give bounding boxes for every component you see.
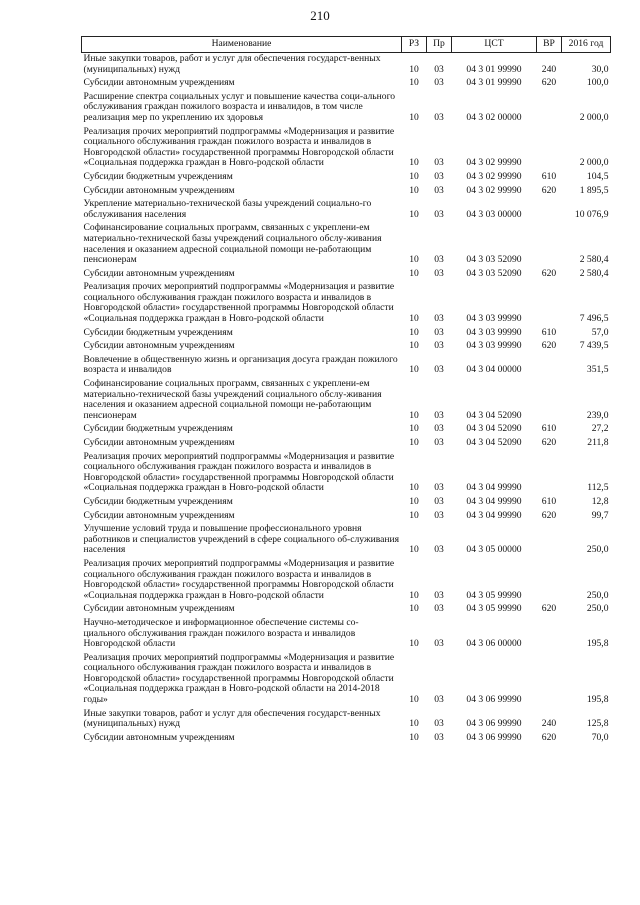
row-cst-cell: 04 3 02 99990 xyxy=(466,157,522,169)
row-amount-cell: 1 895,5 xyxy=(579,184,609,196)
row-amount-cell: 10 076,9 xyxy=(574,208,609,220)
row-amount-cell: 239,0 xyxy=(586,409,609,421)
column-header-name: Наименование xyxy=(82,37,402,53)
row-pr-cell: 03 xyxy=(434,326,444,338)
row-vr-cell xyxy=(537,91,562,126)
row-pr-cell: 03 xyxy=(434,544,444,556)
row-amount-cell: 27,2 xyxy=(591,423,609,435)
row-name-cell: Реализация прочих мероприятий подпрограммы «Модернизация и развитие социального обслуживания граждан пожилого возраста и инвалидов в Новгородской области» государственной программы Новгородской области «Социальная поддержка граждан в Новго-родской области xyxy=(83,125,395,169)
row-name-cell: Субсидии автономным учреждениям xyxy=(83,509,235,521)
row-pr-cell: 03 xyxy=(434,254,444,266)
row-amount-cell: 211,8 xyxy=(587,437,609,448)
row-cst-cell: 04 3 02 99990 xyxy=(466,184,522,196)
table-row xyxy=(82,268,611,282)
row-cst-cell: 04 3 01 99990 xyxy=(466,77,522,89)
table-row xyxy=(82,603,611,617)
table-row xyxy=(82,558,611,603)
row-amount-cell: 2 000,0 xyxy=(579,157,609,169)
row-vr-cell: 620 xyxy=(541,731,557,743)
row-pr-cell: 03 xyxy=(434,208,444,220)
row-vr-cell: 620 xyxy=(541,509,557,521)
row-rz-cell: 10 xyxy=(409,340,419,352)
row-rz-cell: 10 xyxy=(409,731,419,743)
row-name-cell: Научно-методическое и информационное обеспечение системы со-циального обслуживания граждан пожилого возраста и инвалидов Новгородской области xyxy=(83,616,359,650)
row-name-cell: Иные закупки товаров, работ и услуг для обеспечения государст-венных (муниципальных) нужд xyxy=(83,53,381,75)
row-pr-cell: 03 xyxy=(434,718,444,730)
row-vr-cell: 620 xyxy=(541,603,557,615)
row-cst-cell: 04 3 05 99990 xyxy=(466,589,522,601)
table-row xyxy=(82,423,611,437)
row-rz-cell: 10 xyxy=(409,364,419,376)
row-pr-cell: 03 xyxy=(434,589,444,601)
row-rz-cell: 10 xyxy=(409,482,419,494)
row-amount-cell: 7 496,5 xyxy=(579,313,609,325)
table-row xyxy=(82,708,611,732)
row-pr-cell: 03 xyxy=(434,409,444,421)
column-header-pr: Пр xyxy=(427,37,452,53)
row-rz-cell: 10 xyxy=(409,184,419,196)
row-cst-cell: 04 3 04 99990 xyxy=(466,509,522,521)
row-vr-cell xyxy=(537,126,562,171)
row-vr-cell: 620 xyxy=(541,437,557,448)
row-amount-cell: 351,5 xyxy=(586,364,609,376)
row-vr-cell: 240 xyxy=(541,718,557,730)
row-pr-cell: 03 xyxy=(434,495,444,507)
row-cst-cell: 04 3 03 00000 xyxy=(466,208,522,220)
row-pr-cell: 03 xyxy=(434,170,444,182)
row-rz-cell: 10 xyxy=(409,157,419,169)
row-name-cell: Вовлечение в общественную жизнь и организация досуга граждан пожилого возраста и инвалидов xyxy=(83,353,398,376)
row-amount-cell: 99,7 xyxy=(591,509,609,521)
row-amount-cell: 7 439,5 xyxy=(579,340,609,352)
row-amount-cell: 195,8 xyxy=(586,638,609,650)
row-rz-cell: 10 xyxy=(409,544,419,556)
row-cst-cell: 04 3 02 99990 xyxy=(466,170,522,182)
row-pr-cell: 03 xyxy=(434,509,444,521)
row-vr-cell xyxy=(537,281,562,326)
row-vr-cell: 620 xyxy=(541,77,557,89)
row-pr-cell: 03 xyxy=(434,603,444,615)
row-cst-cell: 04 3 04 99990 xyxy=(466,482,522,494)
table-row xyxy=(82,171,611,185)
row-pr-cell: 03 xyxy=(434,63,444,75)
row-cst-cell: 04 3 04 00000 xyxy=(466,364,522,376)
row-cst-cell: 04 3 03 99990 xyxy=(466,313,522,325)
table-row xyxy=(82,378,611,423)
row-vr-cell xyxy=(537,222,562,267)
row-pr-cell: 03 xyxy=(434,437,444,448)
row-rz-cell: 10 xyxy=(409,267,419,279)
table-header-row xyxy=(82,37,611,53)
column-header-vr: ВР xyxy=(537,37,562,53)
row-name-cell: Субсидии бюджетным учреждениям xyxy=(83,495,233,507)
row-name-cell: Субсидии автономным учреждениям xyxy=(83,437,235,448)
row-rz-cell: 10 xyxy=(409,409,419,421)
row-amount-cell: 104,5 xyxy=(586,170,609,182)
table-row xyxy=(82,340,611,354)
row-cst-cell: 04 3 06 99990 xyxy=(466,718,522,730)
column-header-cst: ЦСТ xyxy=(452,37,537,53)
row-rz-cell: 10 xyxy=(409,603,419,615)
row-rz-cell: 10 xyxy=(409,208,419,220)
row-amount-cell: 195,8 xyxy=(586,694,609,706)
row-vr-cell xyxy=(537,354,562,378)
row-vr-cell xyxy=(537,198,562,222)
row-amount-cell: 250,0 xyxy=(586,544,609,556)
table-row xyxy=(82,496,611,510)
row-amount-cell: 112,5 xyxy=(587,482,609,494)
row-pr-cell: 03 xyxy=(434,423,444,435)
row-cst-cell: 04 3 03 99990 xyxy=(466,340,522,352)
row-cst-cell: 04 3 04 52090 xyxy=(466,409,522,421)
row-rz-cell: 10 xyxy=(409,326,419,338)
budget-table xyxy=(81,36,611,745)
row-name-cell: Субсидии бюджетным учреждениям xyxy=(83,423,233,435)
table-row xyxy=(82,437,611,451)
row-rz-cell: 10 xyxy=(409,638,419,650)
table-row xyxy=(82,327,611,341)
table-row xyxy=(82,53,611,78)
row-cst-cell: 04 3 04 52090 xyxy=(466,423,522,435)
row-amount-cell: 250,0 xyxy=(586,603,609,615)
row-name-cell: Субсидии автономным учреждениям xyxy=(83,184,235,196)
row-pr-cell: 03 xyxy=(434,111,444,123)
table-row xyxy=(82,451,611,496)
row-amount-cell: 125,8 xyxy=(586,718,609,730)
row-amount-cell: 57,0 xyxy=(591,326,609,338)
table-row xyxy=(82,222,611,267)
row-rz-cell: 10 xyxy=(409,63,419,75)
row-pr-cell: 03 xyxy=(434,694,444,706)
table-row xyxy=(82,523,611,558)
row-name-cell: Укрепление материально-технической базы учреждений социально-го обслуживания населения xyxy=(83,198,372,220)
row-vr-cell xyxy=(537,378,562,423)
row-amount-cell: 70,0 xyxy=(591,731,609,743)
table-row xyxy=(82,77,611,91)
row-vr-cell xyxy=(537,617,562,652)
row-amount-cell: 30,0 xyxy=(591,63,609,75)
table-row xyxy=(82,617,611,652)
row-name-cell: Реализация прочих мероприятий подпрограммы «Модернизация и развитие социального обслуживания граждан пожилого возраста и инвалидов в Новгородской области» государственной программы Новгородской области «Социальная поддержка граждан в Новго-родской области xyxy=(83,281,395,325)
row-cst-cell: 04 3 03 99990 xyxy=(466,326,522,338)
row-name-cell: Субсидии автономным учреждениям xyxy=(83,267,235,279)
table-row xyxy=(82,652,611,708)
table-row xyxy=(82,510,611,524)
row-vr-cell xyxy=(537,558,562,603)
row-name-cell: Субсидии бюджетным учреждениям xyxy=(83,326,233,338)
row-name-cell: Реализация прочих мероприятий подпрограммы «Модернизация и развитие социального обслуживания граждан пожилого возраста и инвалидов в Новгородской области» государственной программы Новгородской области «Социальная поддержка граждан в Новго-родской области xyxy=(83,450,395,494)
row-cst-cell: 04 3 04 99990 xyxy=(466,495,522,507)
row-rz-cell: 10 xyxy=(409,495,419,507)
row-pr-cell: 03 xyxy=(434,482,444,494)
row-name-cell: Субсидии автономным учреждениям xyxy=(83,77,235,89)
row-name-cell: Субсидии автономным учреждениям xyxy=(83,603,235,615)
row-name-cell: Реализация прочих мероприятий подпрограммы «Модернизация и развитие социального обслуживания граждан пожилого возраста и инвалидов в Новгородской области» государственной программы Новгородской области «Социальная поддержка граждан в Новго-родской области на 2014-2018 годы» xyxy=(83,651,395,706)
row-pr-cell: 03 xyxy=(434,77,444,89)
table-row xyxy=(82,91,611,126)
row-amount-cell: 250,0 xyxy=(586,589,609,601)
row-vr-cell: 610 xyxy=(541,423,557,435)
column-header-rz: РЗ xyxy=(402,37,427,53)
row-name-cell: Софинансирование социальных программ, связанных с укреплени-ем материально-технической базы учреждений социального обслу-живания населения и оказанием адресной социальной помощи не-работающим пенсионерам xyxy=(83,222,382,266)
table-body xyxy=(82,53,611,746)
row-amount-cell: 2 000,0 xyxy=(579,111,609,123)
table-row xyxy=(82,732,611,746)
row-rz-cell: 10 xyxy=(409,111,419,123)
row-vr-cell: 610 xyxy=(541,326,557,338)
row-name-cell: Субсидии автономным учреждениям xyxy=(83,340,235,352)
row-vr-cell: 620 xyxy=(541,267,557,279)
row-pr-cell: 03 xyxy=(434,184,444,196)
row-rz-cell: 10 xyxy=(409,509,419,521)
row-vr-cell xyxy=(537,523,562,558)
row-cst-cell: 04 3 01 99990 xyxy=(466,63,522,75)
row-pr-cell: 03 xyxy=(434,731,444,743)
table-row xyxy=(82,126,611,171)
row-amount-cell: 2 580,4 xyxy=(579,254,609,266)
row-name-cell: Иные закупки товаров, работ и услуг для обеспечения государст-венных (муниципальных) нужд xyxy=(83,707,381,730)
row-name-cell: Расширение спектра социальных услуг и повышение качества соци-ального обслуживания граждан пожилого возраста и инвалидов, в том числе реализация мер по укреплению их здоровья xyxy=(83,90,396,123)
row-vr-cell: 240 xyxy=(541,63,557,75)
row-name-cell: Реализация прочих мероприятий подпрограммы «Модернизация и развитие социального обслуживания граждан пожилого возраста и инвалидов в Новгородской области» государственной программы Новгородской области «Социальная поддержка граждан в Новго-родской области xyxy=(83,557,395,601)
row-cst-cell: 04 3 04 52090 xyxy=(466,437,522,448)
row-pr-cell: 03 xyxy=(434,313,444,325)
row-name-cell: Субсидии бюджетным учреждениям xyxy=(83,170,233,182)
page-number: 210 xyxy=(310,8,330,23)
row-cst-cell: 04 3 03 52090 xyxy=(466,254,522,266)
row-cst-cell: 04 3 05 99990 xyxy=(466,603,522,615)
row-pr-cell: 03 xyxy=(434,340,444,352)
row-vr-cell xyxy=(537,652,562,708)
table-row xyxy=(82,198,611,222)
row-name-cell: Софинансирование социальных программ, связанных с укреплени-ем материально-технической базы учреждений социального обслу-живания населения и оказанием адресной социальной помощи не-работающим пенсионерам xyxy=(83,378,382,421)
row-cst-cell: 04 3 06 99990 xyxy=(466,731,522,743)
row-rz-cell: 10 xyxy=(409,694,419,706)
row-name-cell: Улучшение условий труда и повышение профессионального уровня работников и специалистов учреждений в сфере социального об-служивания населения xyxy=(83,523,400,556)
row-vr-cell xyxy=(537,451,562,496)
row-rz-cell: 10 xyxy=(409,77,419,89)
row-rz-cell: 10 xyxy=(409,437,419,448)
table-row xyxy=(82,185,611,199)
row-vr-cell: 610 xyxy=(541,495,557,507)
row-name-cell: Субсидии автономным учреждениям xyxy=(83,731,235,743)
row-cst-cell: 04 3 05 00000 xyxy=(466,544,522,556)
row-rz-cell: 10 xyxy=(409,170,419,182)
row-cst-cell: 04 3 03 52090 xyxy=(466,267,522,279)
row-vr-cell: 620 xyxy=(541,184,557,196)
row-cst-cell: 04 3 02 00000 xyxy=(466,111,522,123)
row-amount-cell: 100,0 xyxy=(586,77,609,89)
row-vr-cell: 620 xyxy=(541,340,557,352)
row-cst-cell: 04 3 06 99990 xyxy=(466,694,522,706)
row-vr-cell: 610 xyxy=(541,170,557,182)
row-pr-cell: 03 xyxy=(434,638,444,650)
row-pr-cell: 03 xyxy=(434,267,444,279)
row-pr-cell: 03 xyxy=(434,157,444,169)
row-pr-cell: 03 xyxy=(434,364,444,376)
row-rz-cell: 10 xyxy=(409,313,419,325)
row-cst-cell: 04 3 06 00000 xyxy=(466,638,522,650)
row-amount-cell: 2 580,4 xyxy=(579,267,609,279)
table-row xyxy=(82,281,611,326)
table-row xyxy=(82,354,611,378)
column-header-amount: 2016 год xyxy=(562,37,611,53)
row-rz-cell: 10 xyxy=(409,423,419,435)
row-rz-cell: 10 xyxy=(409,718,419,730)
row-rz-cell: 10 xyxy=(409,589,419,601)
row-rz-cell: 10 xyxy=(409,254,419,266)
row-amount-cell: 12,8 xyxy=(591,495,609,507)
